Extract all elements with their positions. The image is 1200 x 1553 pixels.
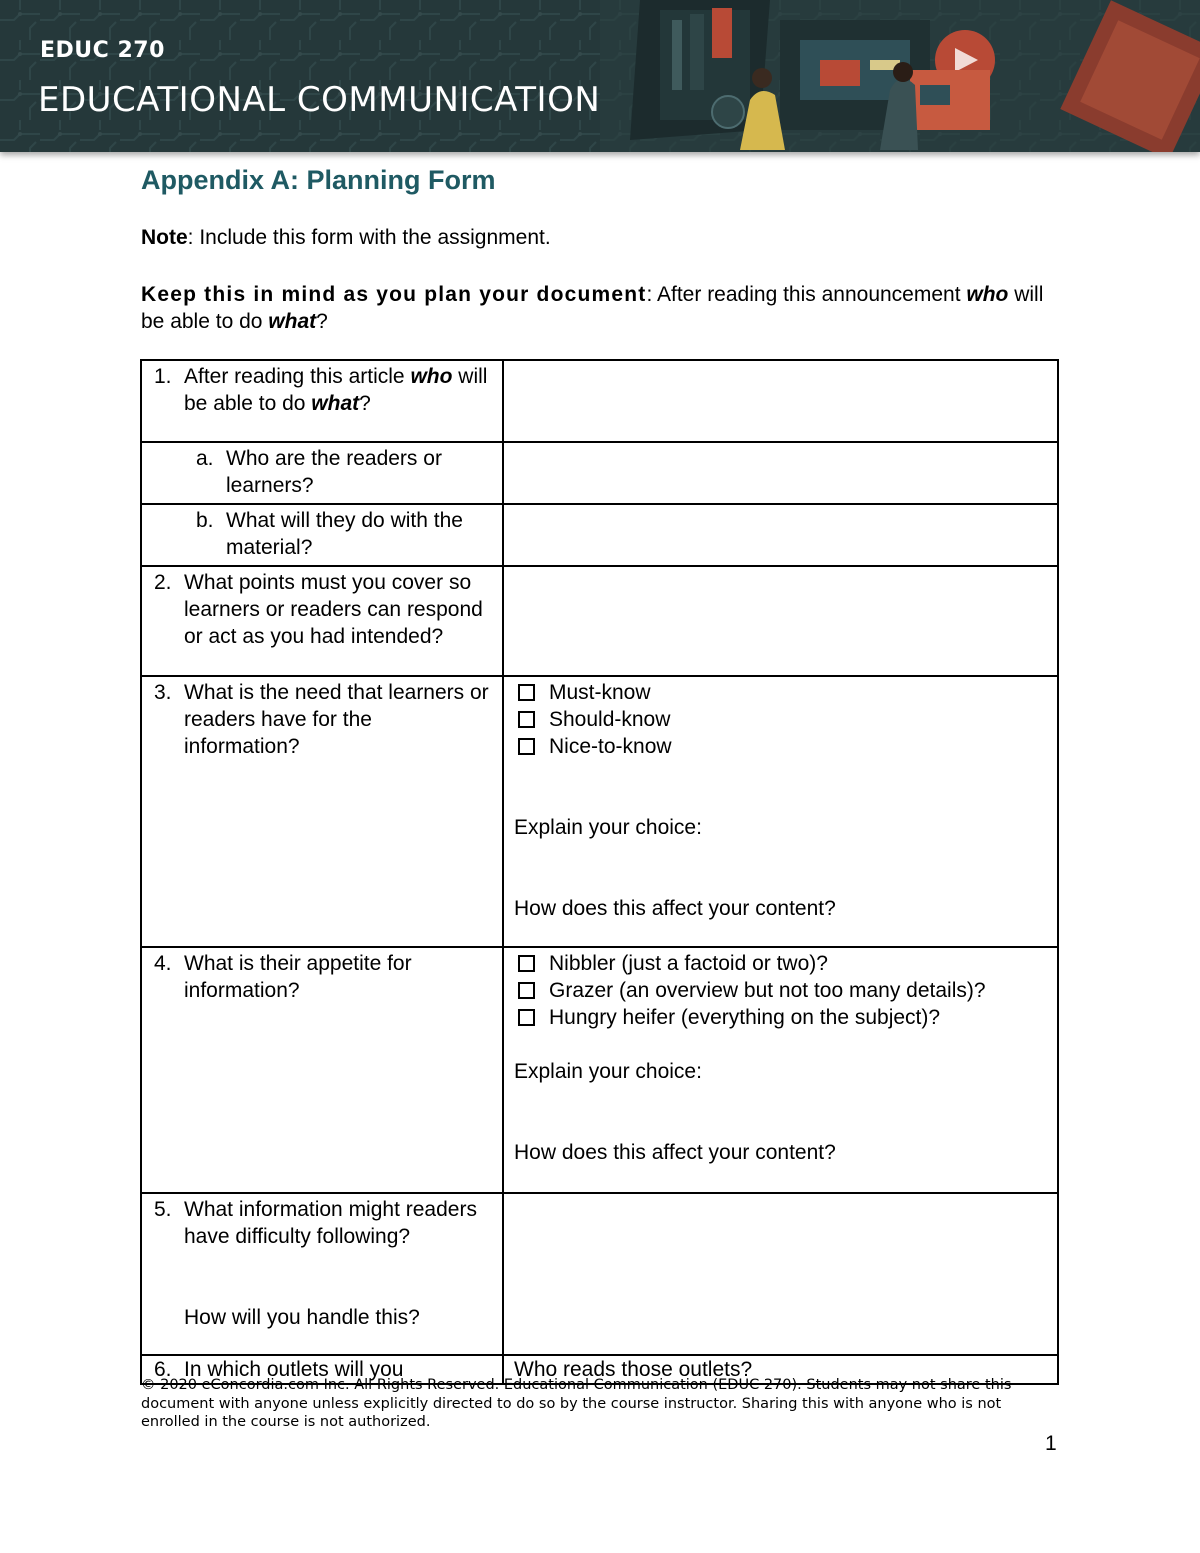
q4-explain-label: Explain your choice: [514,1060,702,1083]
q3-text: What is the need that learners or readers have for the information? [184,681,489,758]
page-title: Appendix A: Planning Form [141,165,496,195]
q1-text-a: After reading this article [184,365,411,388]
q6-right-label: Who reads those outlets? [514,1358,753,1381]
q4-answer-cell [503,947,1058,1193]
q5-number: 5. [154,1198,172,1221]
q1-text-b: will be able to do [184,365,488,415]
q2-answer-field[interactable] [503,566,1058,676]
q1b-answer-field[interactable] [503,504,1058,566]
q6-text: In which outlets will you [184,1358,404,1381]
checkbox-icon[interactable] [518,684,535,701]
q6-number: 6. [154,1358,172,1381]
q1-number: 1. [154,365,172,388]
table-row [141,566,1058,676]
q1b-text: What will they do with the material? [226,509,463,559]
q1b-number: b. [196,509,214,532]
table-row [141,360,1058,442]
option-label: Must-know [549,681,651,704]
page-number: 1 [1045,1432,1057,1455]
checkbox-should-know[interactable] [514,706,1047,733]
header-banner [0,0,1200,152]
q4-text: What is their appetite for information? [184,952,412,1002]
q1-what: what [311,392,360,415]
keep-in-mind [141,281,1061,335]
note-label: Note [141,226,188,249]
course-code: EDUC 270 [40,38,165,63]
option-label: Grazer (an overview but not too many details)? [549,979,986,1002]
q4-affect-label: How does this affect your content? [514,1141,836,1164]
checkbox-hungry-heifer[interactable] [514,1004,1047,1031]
q3-affect-label: How does this affect your content? [514,897,836,920]
checkbox-icon[interactable] [518,738,535,755]
table-row [141,1193,1058,1355]
checkbox-icon[interactable] [518,955,535,972]
q3-number: 3. [154,681,172,704]
q1-cell [141,360,503,442]
q4-cell [141,947,503,1193]
checkbox-must-know[interactable] [514,679,1047,706]
q3-explain-label: Explain your choice: [514,816,702,839]
note-line [141,226,551,250]
checkbox-icon[interactable] [518,982,535,999]
q1b-cell [141,504,503,566]
table-row [141,947,1058,1193]
q1-who: who [410,365,453,388]
q1-text [184,363,492,417]
checkbox-nice-to-know[interactable] [514,733,1047,760]
q3-answer-cell [503,676,1058,947]
q2-number: 2. [154,571,172,594]
checkbox-icon[interactable] [518,711,535,728]
option-label: Hungry heifer (everything on the subject)? [549,1006,941,1029]
q1a-cell [141,442,503,504]
keep-end: ? [316,310,328,333]
q5-text: What information might readers have difficulty following? [184,1198,477,1248]
q1a-number: a. [196,447,214,470]
q1a-answer-field[interactable] [503,442,1058,504]
table-row [141,676,1058,947]
option-label: Nice-to-know [549,735,672,758]
q5-cell [141,1193,503,1355]
q1a-text: Who are the readers or learners? [226,447,442,497]
option-label: Should-know [549,708,671,731]
checkbox-grazer[interactable] [514,977,1047,1004]
checkbox-icon[interactable] [518,1009,535,1026]
copyright-footer: © 2020 eConcordia.com Inc. All Rights Reserved. Educational Communication (EDUC 270). Students may not share this document with anyone unless explicitly directed to do so by the course instructor. Sharing this with anyone who is not enrolled in the course is not authorized. [141,1377,1012,1430]
course-name: EDUCATIONAL COMMUNICATION [38,80,601,120]
q4-number: 4. [154,952,172,975]
keep-who: who [966,283,1009,306]
q5-answer-field[interactable] [503,1193,1058,1355]
q5-followup: How will you handle this? [184,1306,420,1329]
keep-text: : After reading this announcement [646,283,967,306]
banner-illustration [0,0,1200,152]
table-row [141,442,1058,504]
option-label: Nibbler (just a factoid or two)? [549,952,828,975]
keep-middle: will be able to do [141,283,1044,333]
table-row [141,504,1058,566]
checkbox-nibbler[interactable] [514,950,1047,977]
note-text: : Include this form with the assignment. [187,226,551,249]
q1-end: ? [359,392,371,415]
q2-cell [141,566,503,676]
q2-text: What points must you cover so learners or readers can respond or act as you had intended? [184,571,483,648]
planning-form-table [140,359,1059,1385]
keep-label: Keep this in mind as you plan your document [141,283,647,306]
keep-what: what [268,310,317,333]
q1-answer-field[interactable] [503,360,1058,442]
q3-cell [141,676,503,947]
